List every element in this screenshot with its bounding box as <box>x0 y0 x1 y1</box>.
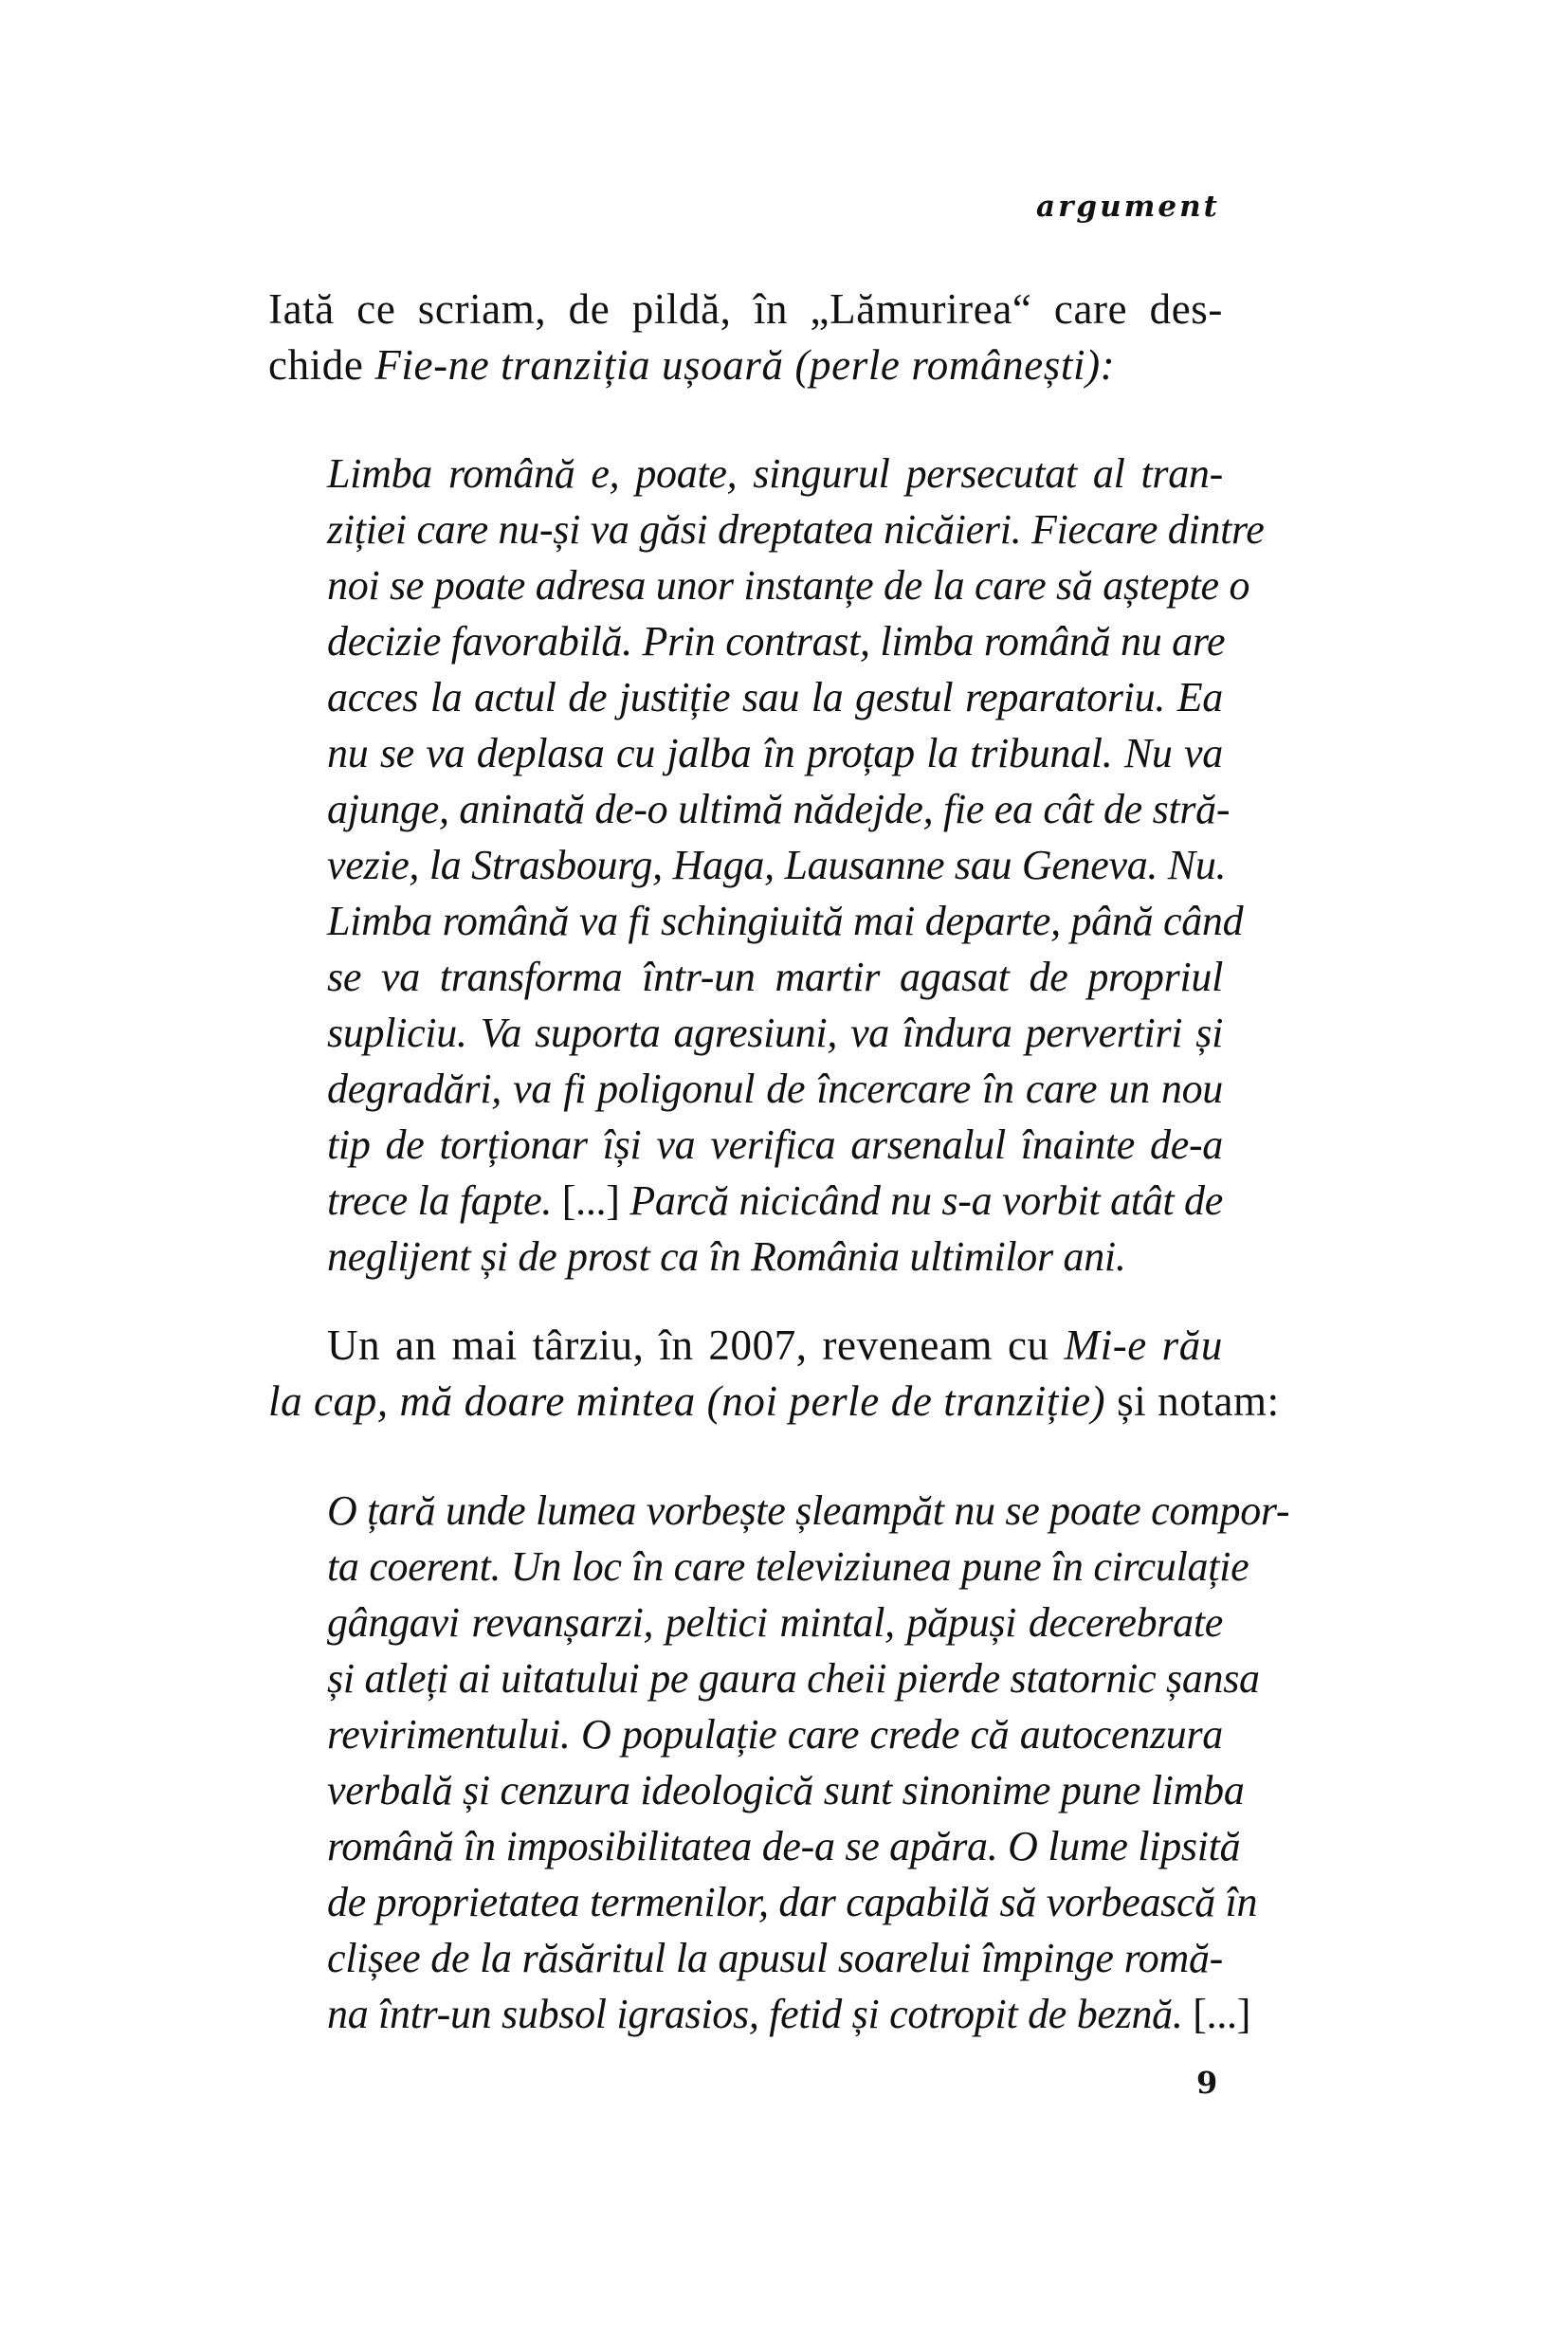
omission-marker: [...] <box>561 1177 620 1224</box>
quote-1-line: Limba română va fi schingiuită mai departe, până când <box>327 898 1244 944</box>
book-title-fie-ne-tranzitia: Fie-ne tranziția ușoară (perle românești): <box>374 341 1116 389</box>
paragraph-2-text: și notam: <box>1105 1377 1280 1425</box>
quote-2-line: revirimentului. O populație care crede că autocenzura <box>327 1711 1223 1758</box>
quote-1-text: trece la fapte. <box>327 1177 562 1224</box>
quote-2-line: gângavi revanșarzi, peltici mintal, păpuși decerebrate <box>327 1599 1223 1646</box>
quote-1-line: degradări, va fi poligonul de încercare în care un nou <box>327 1066 1223 1112</box>
quote-2-line: clișee de la răsăritul la apusul soarelui împinge romă- <box>327 1935 1223 1981</box>
page-number: 9 <box>1196 2065 1218 2101</box>
quote-1-line: supliciu. Va suporta agresiuni, va îndura pervertiri și <box>327 1010 1223 1056</box>
book-title-continued: la cap, mă doare mintea (noi perle de tranziție) <box>268 1377 1106 1425</box>
quote-1-line: decizie favorabilă. Prin contrast, limba română nu are <box>327 618 1226 665</box>
quote-1-line: acces la actul de justiție sau la gestul reparatoriu. Ea <box>327 674 1223 720</box>
quote-2-line: verbală și cenzura ideologică sunt sinonime pune limba <box>327 1767 1245 1813</box>
paragraph-1-text: chide <box>268 341 375 389</box>
quote-1-line: se va transforma într-un martir agasat de propriul <box>327 954 1223 1000</box>
quote-1-text: Parcă nicicând nu s-a vorbit atât de <box>619 1177 1223 1224</box>
quote-2-line: și atleți ai uitatului pe gaura cheii pierde statornic șansa <box>327 1655 1260 1702</box>
quote-1-line: tip de torționar își va verifica arsenalul înainte de-a <box>327 1121 1223 1168</box>
quote-1-last-line: neglijent și de prost ca în România ultimilor ani. <box>327 1233 1126 1280</box>
quote-1-line: ziției care nu-și va găsi dreptatea nicăieri. Fiecare dintre <box>327 506 1265 553</box>
quote-2-text: na într-un subsol igrasios, fetid și cotropit de beznă. <box>327 1991 1194 2037</box>
quote-2-line: ta coerent. Un loc în care televiziunea pune în circulație <box>327 1543 1249 1590</box>
quote-2-line: de proprietatea termenilor, dar capabilă să vorbească în <box>327 1879 1258 1925</box>
paragraph-2-line-2 <box>268 1376 1280 1426</box>
omission-marker: [...] <box>1193 1991 1251 2037</box>
paragraph-2-line-1 <box>327 1321 1223 1370</box>
quote-2-line: O țară unde lumea vorbește șleampăt nu se poate compor- <box>327 1487 1290 1534</box>
quote-1-line <box>327 1176 1223 1225</box>
quote-1-line: ajunge, aninată de-o ultimă nădejde, fie ea cât de stră- <box>327 786 1231 832</box>
quote-1-line: noi se poate adresa unor instanțe de la care să aștepte o <box>327 562 1250 609</box>
paragraph-1-line-2 <box>268 340 1223 390</box>
book-title-mi-e-rau: Mi-e rău <box>1064 1321 1223 1369</box>
paragraph-1-line-1: Iată ce scriam, de pildă, în „Lămurirea“ care des- <box>268 285 1223 333</box>
quote-1-line: nu se va deplasa cu jalba în proțap la tribunal. Nu va <box>327 730 1223 776</box>
quote-2-last-line <box>327 1990 1251 2038</box>
quote-1-line: vezie, la Strasbourg, Haga, Lausanne sau Geneva. Nu. <box>327 842 1227 888</box>
paragraph-2-text: Un an mai târziu, în 2007, reveneam cu <box>327 1321 1065 1369</box>
quote-1-line: Limba română e, poate, singurul persecutat al tran- <box>327 450 1223 497</box>
quote-2-line: română în imposibilitatea de-a se apăra. O lume lipsită <box>327 1823 1241 1869</box>
running-head: argument <box>1035 190 1220 224</box>
